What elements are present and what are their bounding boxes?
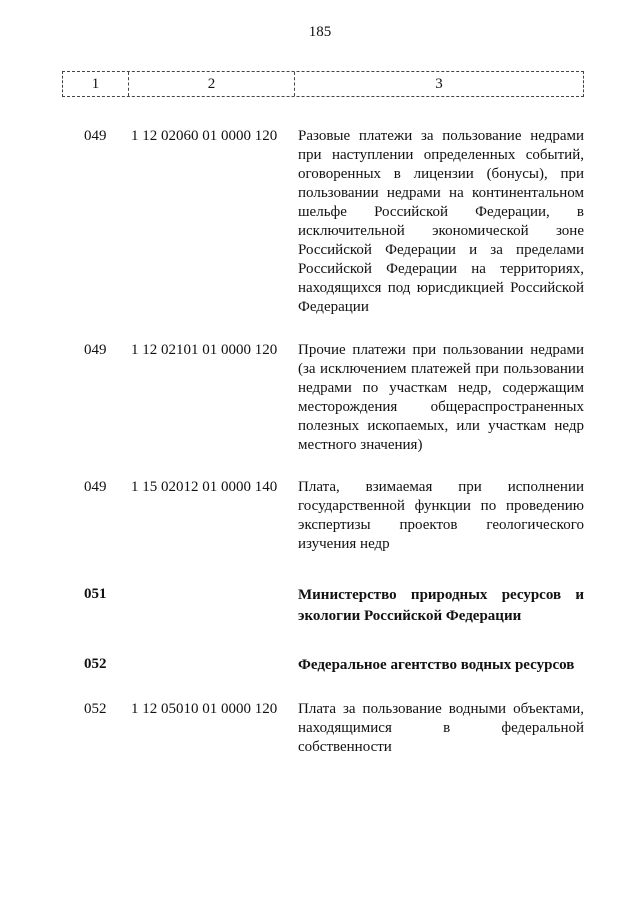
row-description: Плата, взимаемая при исполнении государственной функции по проведению экспертизы проектов геологического изучения недр <box>298 479 584 552</box>
column-header-2: 2 <box>129 72 295 96</box>
row-description: Прочие платежи при пользовании недрами (за исключением платежей при пользовании недрами по участкам недр, содержащим месторождения общераспространенных полезных ископаемых, или участкам недр местного значения) <box>298 342 584 453</box>
admin-code: 051 <box>84 586 107 602</box>
row-description: Разовые платежи за пользование недрами при наступлении определенных событий, оговоренных в лицензии (бонусы), при пользовании недрами на континентальном шельфе Российской Федерации, в исключительной экономической зоне Российской Федерации и за пределами Российской Федерации на территориях, находящихся под юрисдикцией Российской Федерации <box>298 128 584 315</box>
budget-code: 1 12 05010 01 0000 120 <box>131 701 278 717</box>
admin-code: 049 <box>84 479 107 495</box>
section-heading: Федеральное агентство водных ресурсов <box>298 657 575 673</box>
column-header-3: 3 <box>435 75 443 92</box>
page-number: 185 <box>308 24 332 40</box>
admin-code: 049 <box>84 128 107 144</box>
column-header-1: 1 <box>63 72 129 96</box>
admin-code: 052 <box>84 701 107 717</box>
budget-code: 1 12 02101 01 0000 120 <box>131 342 278 358</box>
budget-code: 1 15 02012 01 0000 140 <box>131 479 278 495</box>
admin-code: 049 <box>84 342 107 358</box>
budget-code: 1 12 02060 01 0000 120 <box>131 128 278 144</box>
admin-code: 052 <box>84 656 107 672</box>
section-heading: Министерство природных ресурсов и экологии Российской Федерации <box>298 587 584 624</box>
row-description: Плата за пользование водными объектами, находящимися в федеральной собственности <box>298 701 584 755</box>
column-header-row <box>62 71 584 97</box>
